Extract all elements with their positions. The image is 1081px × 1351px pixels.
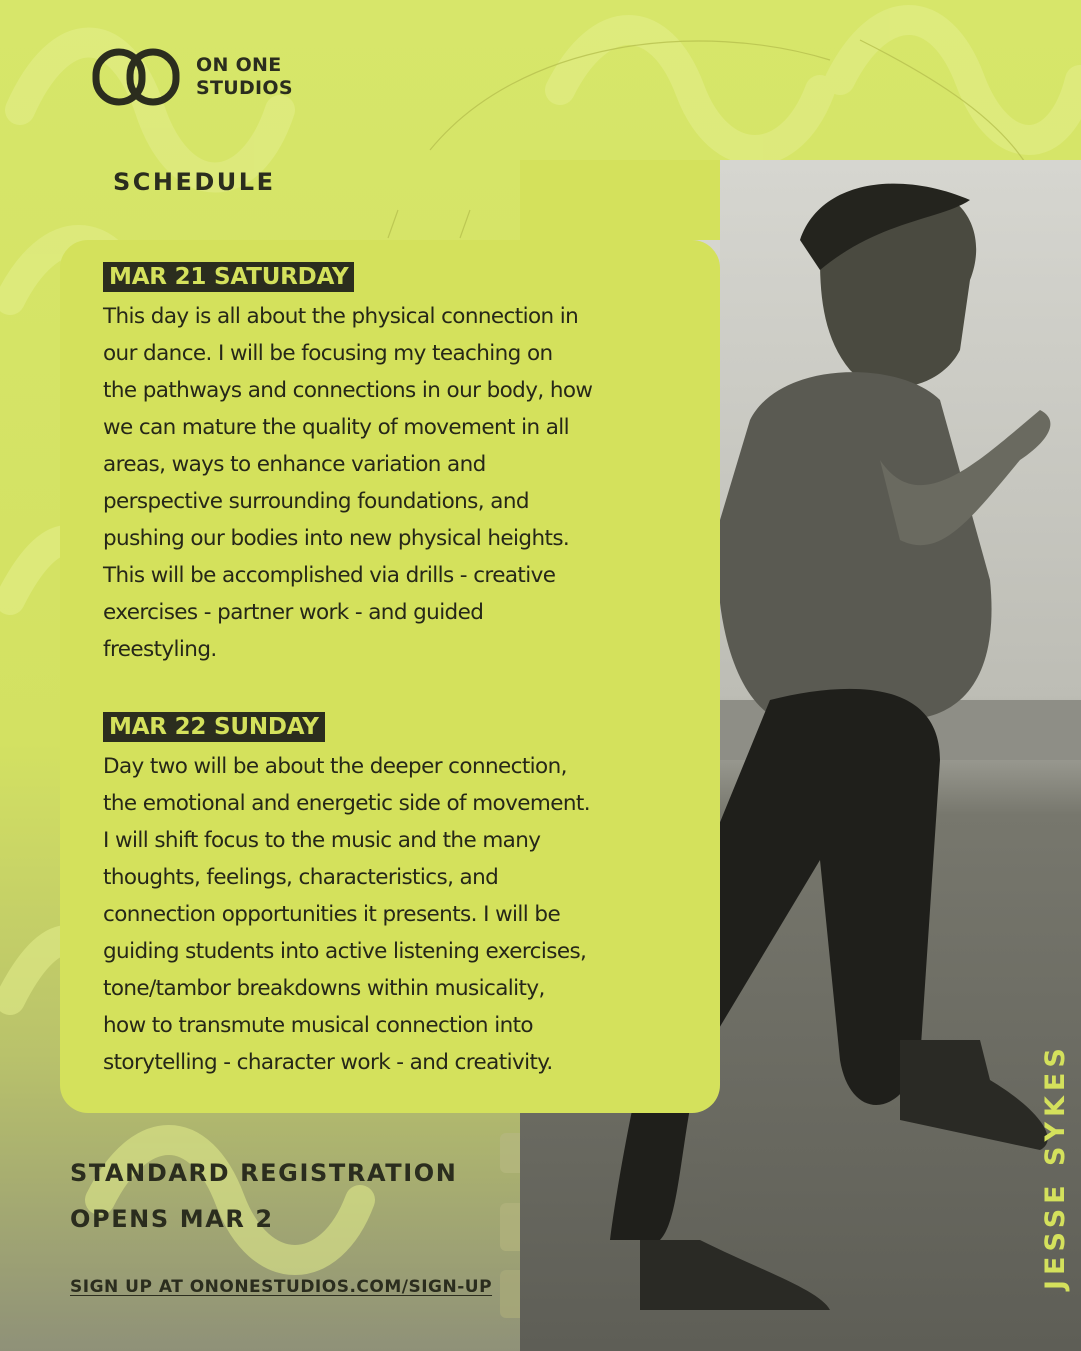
registration-info	[70, 1150, 457, 1242]
signup-link[interactable]: SIGN UP AT ONONESTUDIOS.COM/SIGN-UP	[70, 1277, 493, 1297]
day-saturday-description	[103, 298, 663, 668]
registration-line2: OPENS MAR 2	[70, 1205, 274, 1233]
brand-name	[196, 54, 293, 100]
day-sunday-label: MAR 22 SUNDAY	[103, 712, 325, 742]
desc-line: This will be accomplished via drills - creative	[103, 563, 556, 588]
desc-line: freestyling.	[103, 637, 217, 662]
desc-line: storytelling - character work - and creativity.	[103, 1050, 553, 1075]
desc-line: thoughts, feelings, characteristics, and	[103, 865, 499, 890]
desc-line: our dance. I will be focusing my teaching on	[103, 341, 553, 366]
desc-line: tone/tambor breakdowns within musicality,	[103, 976, 545, 1001]
day-sunday-description	[103, 748, 663, 1081]
interlocked-rings-icon	[92, 46, 184, 108]
desc-line: the emotional and energetic side of movement.	[103, 791, 590, 816]
desc-line: This day is all about the physical connection in	[103, 304, 579, 329]
desc-line: the pathways and connections in our body, how	[103, 378, 593, 403]
schedule-title: SCHEDULE	[113, 168, 276, 196]
brand-name-line1: ON ONE	[196, 54, 282, 76]
day-saturday	[103, 262, 663, 668]
registration-line1: STANDARD REGISTRATION	[70, 1159, 458, 1187]
desc-line: perspective surrounding foundations, and	[103, 489, 529, 514]
desc-line: areas, ways to enhance variation and	[103, 452, 486, 477]
day-saturday-label: MAR 21 SATURDAY	[103, 262, 354, 292]
brand-logo[interactable]	[92, 46, 293, 108]
desc-line: exercises - partner work - and guided	[103, 600, 484, 625]
desc-line: we can mature the quality of movement in all	[103, 415, 570, 440]
instructor-name: JESSE SYKES	[1040, 1043, 1071, 1290]
desc-line: guiding students into active listening exercises,	[103, 939, 587, 964]
desc-line: how to transmute musical connection into	[103, 1013, 533, 1038]
desc-line: pushing our bodies into new physical heights.	[103, 526, 570, 551]
brand-name-line2: STUDIOS	[196, 77, 293, 99]
desc-line: I will shift focus to the music and the many	[103, 828, 541, 853]
day-sunday	[103, 712, 663, 1081]
desc-line: Day two will be about the deeper connection,	[103, 754, 567, 779]
desc-line: connection opportunities it presents. I will be	[103, 902, 561, 927]
